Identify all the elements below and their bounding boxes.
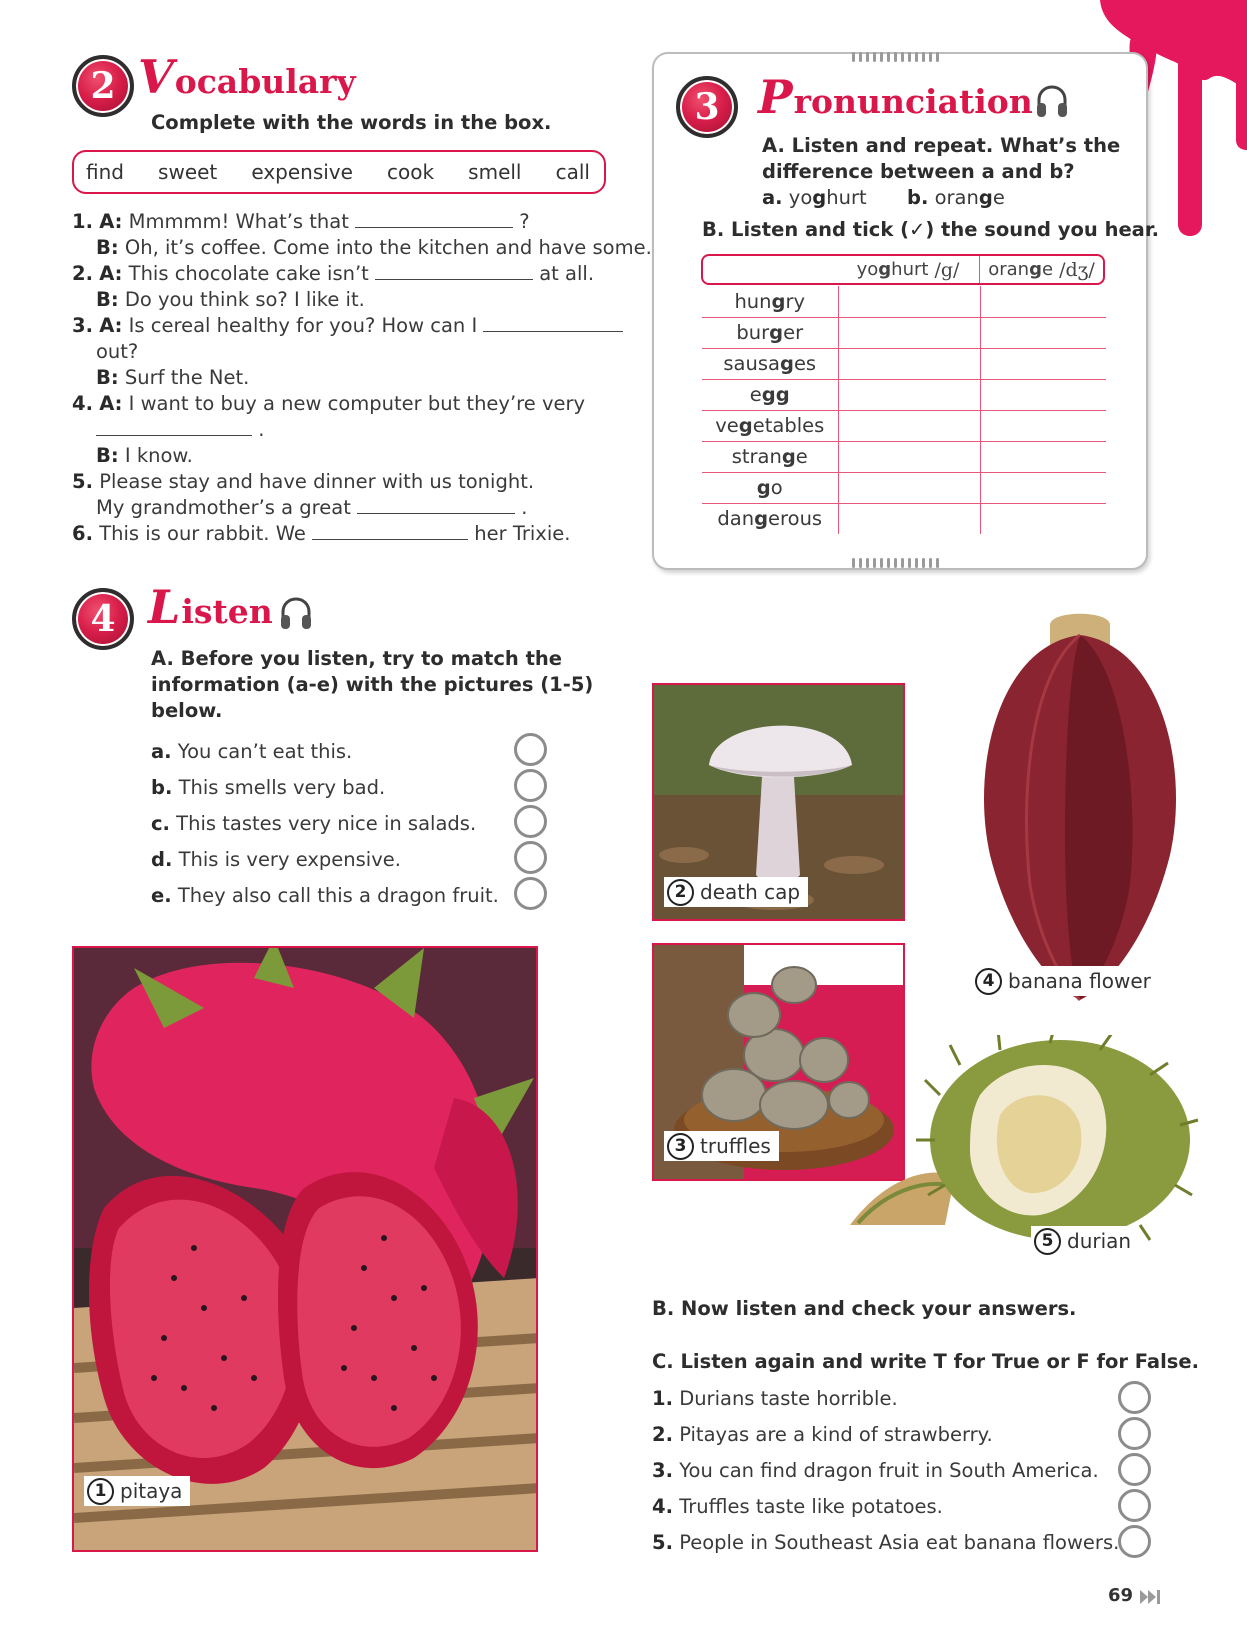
photo-death-cap [652,683,905,921]
word-expensive: expensive [251,160,353,184]
listen-instr-a-2: information (a-e) with the pictures (1-5) [151,673,594,696]
item-text: This tastes very nice in salads. [176,812,477,835]
speaker-a: A: [99,262,123,285]
item-number: 2. [652,1423,673,1446]
tf-item-3 [652,1458,1099,1484]
picture-number: 1 [87,1478,114,1505]
item-number: 2. [72,262,93,285]
caption-durian [1031,1226,1139,1256]
item-number: 4. [652,1495,673,1518]
item-end: her Trixie. [474,522,571,545]
pronunciation-table-header [701,254,1105,285]
tick-cell-g[interactable] [838,348,980,379]
picture-number: 3 [667,1133,694,1160]
pronunciation-table [702,286,1106,534]
pronunciation-instr-a-1: A. Listen and repeat. What’s the [762,134,1121,157]
word-part: yo [788,186,813,209]
banana-flower-illustration [970,605,1190,1005]
pronunciation-instr-a-2: difference between a and b? [762,160,1075,183]
vocabulary-title-rest: ocabulary [174,62,356,101]
answer-blank[interactable] [312,522,468,540]
tick-cell-dz[interactable] [980,441,1106,472]
match-item-a [151,739,352,765]
listen-instr-c: C. Listen again and write T for True or F for False. [652,1350,1200,1373]
item-number: 6. [72,522,93,545]
tick-cell-dz[interactable] [980,379,1106,410]
true-false-circle[interactable] [1118,1417,1151,1450]
speaker-a: A: [99,210,123,233]
picture-number: 5 [1034,1228,1061,1255]
word-cell: burger [702,317,838,348]
speaker-b: B: [96,236,119,259]
item-label: d. [151,848,173,871]
listen-instr-a-1: A. Before you listen, try to match the [151,647,563,670]
table-row [702,348,1106,379]
pitaya-illustration [74,948,538,1552]
item-text: Please stay and have dinner with us tonight. [99,470,535,493]
item-text: Oh, it’s coffee. Come into the kitchen and have some. [124,236,652,259]
headphones-icon [1034,84,1070,120]
item-number: 1. [652,1387,673,1410]
item-text: You can’t eat this. [177,740,353,763]
tick-cell-dz[interactable] [980,410,1106,441]
vocab-item-3 [72,313,623,339]
pronunciation-title [758,70,1033,124]
listen-title-rest: isten [181,592,273,631]
tf-item-1 [652,1386,898,1412]
tf-item-5 [652,1530,1119,1556]
item-number: 5. [72,470,93,493]
table-row [702,317,1106,348]
vocab-item-3-reply [96,365,249,391]
item-text: People in Southeast Asia eat banana flowers. [679,1531,1120,1554]
word-smell: smell [468,160,522,184]
word-cell: strange [702,441,838,472]
listen-title-cap: L [148,580,181,634]
word-part: e [1041,259,1054,280]
item-end: ? [519,210,530,233]
table-row [702,441,1106,472]
item-number: 3. [72,314,93,337]
item-number: 3. [652,1459,673,1482]
answer-blank[interactable] [375,262,533,280]
true-false-circle[interactable] [1118,1525,1151,1558]
table-row [702,379,1106,410]
headphones-icon [278,596,314,632]
word-part: yo [856,259,879,280]
word-cell: egg [702,379,838,410]
vocabulary-instruction: Complete with the words in the box. [151,111,552,134]
word-call: call [555,160,590,184]
item-number: 4. [72,392,93,415]
vocab-item-5 [72,469,534,495]
speaker-b: B: [96,288,119,311]
example-a-word [789,186,867,209]
answer-circle[interactable] [514,805,547,838]
picture-caption: durian [1067,1229,1132,1253]
item-text: This is our rabbit. We [99,522,306,545]
example-b-label: b. [907,186,929,209]
section-number-2: 2 [72,55,134,117]
photo-pitaya [72,946,538,1552]
tick-cell-g[interactable] [838,379,980,410]
tick-cell-dz[interactable] [980,503,1106,534]
item-text: Is cereal healthy for you? How can I [128,314,478,337]
answer-blank[interactable] [483,314,623,332]
listen-instr-a-3: below. [151,699,223,722]
picture-caption: banana flower [1008,969,1151,993]
answer-circle[interactable] [514,877,547,910]
item-text: My grandmother’s a great [96,496,351,519]
answer-blank[interactable] [357,496,515,514]
item-text: This chocolate cake isn’t [128,262,369,285]
example-b-word [935,186,1005,209]
speaker-a: A: [99,314,123,337]
caption-death-cap [664,877,808,907]
true-false-circle[interactable] [1118,1489,1151,1522]
picture-number: 2 [667,879,694,906]
word-sweet: sweet [158,160,218,184]
word-box [72,150,606,194]
table-row [702,286,1106,317]
item-text: You can find dragon fruit in South America. [679,1459,1099,1482]
word-sound: g [1029,259,1042,280]
pronunciation-title-rest: ronunciation [793,82,1033,121]
speaker-b: B: [96,366,119,389]
pronunciation-instr-b: B. Listen and tick (✓) the sound you hear. [702,218,1160,241]
word-cell: go [702,472,838,503]
vocab-item-4 [72,391,585,417]
section-number-4: 4 [72,588,134,650]
tf-item-2 [652,1422,993,1448]
vocab-item-4-reply [96,443,193,469]
word-cell: hungry [702,286,838,317]
item-text: Pitayas are a kind of strawberry. [679,1423,993,1446]
durian-illustration [850,1035,1200,1245]
item-text: Mmmmm! What’s that [128,210,349,233]
answer-circle[interactable] [514,769,547,802]
header-empty [703,256,837,283]
item-text: This is very expensive. [178,848,401,871]
word-part: e [992,186,1005,209]
item-text: I want to buy a new computer but they’re very [128,392,586,415]
picture-caption: truffles [700,1134,771,1158]
word-sound: g [812,186,827,209]
picture-caption: pitaya [120,1479,183,1503]
pronunciation-examples [762,185,1005,211]
item-label: c. [151,812,170,835]
caption-truffles [664,1131,779,1161]
answer-blank[interactable] [355,210,513,228]
picture-number: 4 [975,968,1002,995]
match-item-d [151,847,401,873]
page-number [1108,1585,1133,1606]
word-cell: dangerous [702,503,838,534]
word-part: oran [934,186,979,209]
header-g-sound [837,256,979,283]
word-cook: cook [387,160,435,184]
item-label: a. [151,740,172,763]
vocabulary-title [138,50,356,104]
table-row [702,410,1106,441]
item-number: 5. [652,1531,673,1554]
vocab-item-5-cont [96,495,527,521]
item-end: . [258,418,265,441]
word-cell: vegetables [702,410,838,441]
true-false-circle[interactable] [1118,1453,1151,1486]
tick-cell-g[interactable] [838,410,980,441]
listen-instr-b: B. Now listen and check your answers. [652,1297,1077,1320]
listen-title [148,580,273,634]
answer-circle[interactable] [514,733,547,766]
pronunciation-title-cap: P [758,70,793,124]
item-text: They also call this a dragon fruit. [177,884,499,907]
page-number-text: 69 [1108,1585,1134,1606]
vocab-item-3-cont: out? [96,340,139,363]
item-text: Do you think so? I like it. [124,288,365,311]
item-end: . [521,496,528,519]
tick-cell-g[interactable] [838,286,980,317]
answer-blank[interactable] [96,418,252,436]
tick-cell-dz[interactable] [980,317,1106,348]
tick-cell-g[interactable] [838,441,980,472]
item-text: I know. [124,444,193,467]
tick-cell-dz[interactable] [980,286,1106,317]
vocab-item-2 [72,261,594,287]
word-find: find [86,160,124,184]
match-item-b [151,775,385,801]
card-bottom-rings [852,558,939,568]
item-number: 1. [72,210,93,233]
item-label: b. [151,776,173,799]
item-text: Surf the Net. [124,366,250,389]
tick-cell-dz[interactable] [980,472,1106,503]
picture-caption: death cap [700,880,801,904]
table-row [702,503,1106,534]
tf-item-4 [652,1494,943,1520]
answer-circle[interactable] [514,841,547,874]
speaker-a: A: [99,392,123,415]
word-part: hurt [826,186,867,209]
speaker-b: B: [96,444,119,467]
tick-cell-g[interactable] [838,317,980,348]
word-part: hurt [891,259,929,280]
caption-banana-flower [972,966,1159,996]
item-text: Durians taste horrible. [679,1387,898,1410]
vocab-item-1-reply [96,235,652,261]
item-text: This smells very bad. [178,776,386,799]
item-text: Truffles taste like potatoes. [679,1495,943,1518]
ipa-symbol: /dʒ/ [1059,258,1095,281]
vocab-item-2-reply [96,287,365,313]
table-row [702,472,1106,503]
true-false-circle[interactable] [1118,1381,1151,1414]
caption-pitaya [84,1476,190,1506]
section-number-3: 3 [676,76,738,138]
fast-forward-icon [1140,1589,1162,1605]
word-part: oran [988,259,1030,280]
word-cell: sausages [702,348,838,379]
word-sound: g [978,186,993,209]
tick-cell-g[interactable] [838,503,980,534]
vocab-item-1 [72,209,530,235]
item-end: at all. [539,262,595,285]
header-dz-sound [979,256,1103,283]
tick-cell-g[interactable] [838,472,980,503]
ipa-symbol: /g/ [934,258,960,281]
vocabulary-title-cap: V [138,50,174,104]
match-item-e [151,883,499,909]
vocab-item-6 [72,521,570,547]
tick-cell-dz[interactable] [980,348,1106,379]
card-top-rings [852,52,939,62]
example-a-label: a. [762,186,783,209]
vocab-item-4-cont [96,417,264,443]
item-label: e. [151,884,172,907]
match-item-c [151,811,476,837]
word-sound: g [878,259,892,280]
